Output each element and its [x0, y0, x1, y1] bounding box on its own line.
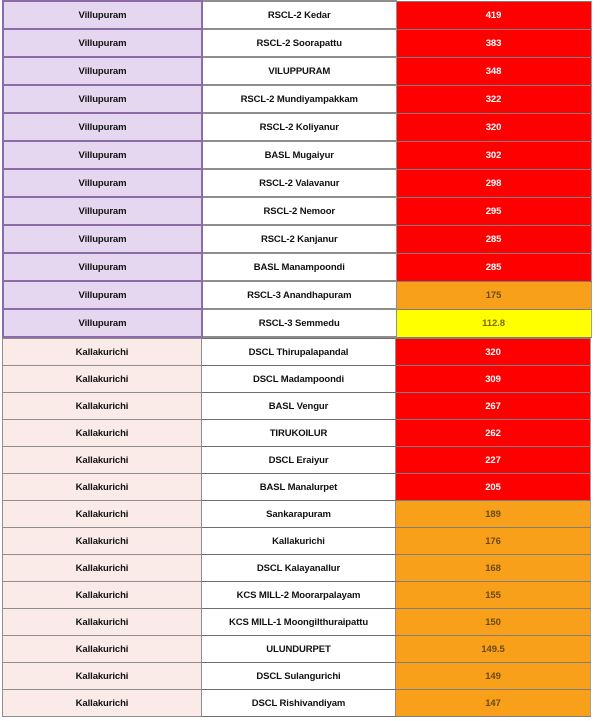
table-row[interactable]: [3, 339, 591, 366]
table-villupuram: [2, 0, 592, 338]
cell-value[interactable]: 267: [396, 393, 591, 420]
table-row[interactable]: [3, 609, 591, 636]
cell-location-name[interactable]: BASL Vengur: [202, 393, 396, 420]
table-row[interactable]: [3, 1, 591, 29]
cell-district[interactable]: Kallakurichi: [3, 501, 202, 528]
cell-value[interactable]: 168: [396, 555, 591, 582]
cell-district[interactable]: Kallakurichi: [3, 339, 202, 366]
cell-district[interactable]: Villupuram: [3, 169, 202, 197]
cell-district[interactable]: Kallakurichi: [3, 636, 202, 663]
cell-value[interactable]: 322: [396, 85, 591, 113]
cell-value[interactable]: 262: [396, 420, 591, 447]
table-row[interactable]: [3, 29, 591, 57]
cell-location-name[interactable]: DSCL Thirupalapandal: [202, 339, 396, 366]
cell-location-name[interactable]: RSCL-3 Anandhapuram: [202, 281, 396, 309]
cell-value[interactable]: 176: [396, 528, 591, 555]
table-row[interactable]: [3, 393, 591, 420]
cell-location-name[interactable]: ULUNDURPET: [202, 636, 396, 663]
cell-value[interactable]: 320: [396, 113, 591, 141]
cell-district[interactable]: Villupuram: [3, 309, 202, 337]
cell-value[interactable]: 302: [396, 141, 591, 169]
cell-location-name[interactable]: TIRUKOILUR: [202, 420, 396, 447]
table-row[interactable]: [3, 309, 591, 337]
cell-location-name[interactable]: VILUPPURAM: [202, 57, 396, 85]
cell-value[interactable]: 205: [396, 474, 591, 501]
cell-district[interactable]: Kallakurichi: [3, 609, 202, 636]
table-row[interactable]: [3, 113, 591, 141]
cell-district[interactable]: Kallakurichi: [3, 528, 202, 555]
cell-location-name[interactable]: KCS MILL-1 Moongilthuraipattu: [202, 609, 396, 636]
cell-location-name[interactable]: DSCL Madampoondi: [202, 366, 396, 393]
cell-value[interactable]: 155: [396, 582, 591, 609]
cell-value[interactable]: 348: [396, 57, 591, 85]
cell-location-name[interactable]: DSCL Sulangurichi: [202, 663, 396, 690]
cell-location-name[interactable]: RSCL-2 Valavanur: [202, 169, 396, 197]
table-row[interactable]: [3, 420, 591, 447]
table-row[interactable]: [3, 366, 591, 393]
cell-location-name[interactable]: BASL Manalurpet: [202, 474, 396, 501]
table-row[interactable]: [3, 555, 591, 582]
cell-value[interactable]: 295: [396, 197, 591, 225]
cell-location-name[interactable]: RSCL-3 Semmedu: [202, 309, 396, 337]
cell-location-name[interactable]: RSCL-2 Kanjanur: [202, 225, 396, 253]
table-row[interactable]: [3, 169, 591, 197]
cell-district[interactable]: Villupuram: [3, 197, 202, 225]
cell-district[interactable]: Kallakurichi: [3, 555, 202, 582]
cell-value[interactable]: 189: [396, 501, 591, 528]
cell-value[interactable]: 383: [396, 29, 591, 57]
cell-value[interactable]: 285: [396, 225, 591, 253]
table-kallakurichi: [2, 338, 591, 717]
cell-district[interactable]: Villupuram: [3, 113, 202, 141]
cell-district[interactable]: Villupuram: [3, 29, 202, 57]
cell-location-name[interactable]: BASL Manampoondi: [202, 253, 396, 281]
cell-location-name[interactable]: RSCL-2 Kedar: [202, 1, 396, 29]
cell-location-name[interactable]: RSCL-2 Nemoor: [202, 197, 396, 225]
table-row[interactable]: [3, 57, 591, 85]
cell-location-name[interactable]: DSCL Eraiyur: [202, 447, 396, 474]
table-row[interactable]: [3, 690, 591, 717]
cell-district[interactable]: Villupuram: [3, 281, 202, 309]
cell-district[interactable]: Kallakurichi: [3, 663, 202, 690]
cell-district[interactable]: Kallakurichi: [3, 447, 202, 474]
cell-value[interactable]: 419: [396, 1, 591, 29]
cell-district[interactable]: Kallakurichi: [3, 474, 202, 501]
cell-value[interactable]: 309: [396, 366, 591, 393]
table-row[interactable]: [3, 501, 591, 528]
cell-value[interactable]: 298: [396, 169, 591, 197]
table-row[interactable]: [3, 225, 591, 253]
table-row[interactable]: [3, 528, 591, 555]
table-row[interactable]: [3, 253, 591, 281]
cell-value[interactable]: 227: [396, 447, 591, 474]
table-kallakurichi-body: [3, 339, 591, 717]
cell-location-name[interactable]: Sankarapuram: [202, 501, 396, 528]
cell-district[interactable]: Kallakurichi: [3, 420, 202, 447]
table-row[interactable]: [3, 474, 591, 501]
cell-district[interactable]: Villupuram: [3, 85, 202, 113]
cell-district[interactable]: Villupuram: [3, 57, 202, 85]
table-row[interactable]: [3, 141, 591, 169]
cell-location-name[interactable]: Kallakurichi: [202, 528, 396, 555]
cell-district[interactable]: Kallakurichi: [3, 582, 202, 609]
cell-location-name[interactable]: RSCL-2 Koliyanur: [202, 113, 396, 141]
cell-district[interactable]: Villupuram: [3, 141, 202, 169]
cell-location-name[interactable]: DSCL Kalayanallur: [202, 555, 396, 582]
cell-value[interactable]: 150: [396, 609, 591, 636]
cell-value[interactable]: 112.8: [396, 309, 591, 337]
cell-value[interactable]: 147: [396, 690, 591, 717]
cell-value[interactable]: 149: [396, 663, 591, 690]
table-row[interactable]: [3, 197, 591, 225]
table-row[interactable]: [3, 447, 591, 474]
cell-district[interactable]: Kallakurichi: [3, 366, 202, 393]
cell-value[interactable]: 175: [396, 281, 591, 309]
table-row[interactable]: [3, 582, 591, 609]
table-row[interactable]: [3, 281, 591, 309]
table-row[interactable]: [3, 636, 591, 663]
cell-district[interactable]: Kallakurichi: [3, 690, 202, 717]
table-villupuram-body: [3, 1, 591, 337]
cell-location-name[interactable]: DSCL Rishivandiyam: [202, 690, 396, 717]
table-row[interactable]: [3, 663, 591, 690]
cell-location-name[interactable]: RSCL-2 Mundiyampakkam: [202, 85, 396, 113]
cell-location-name[interactable]: BASL Mugaiyur: [202, 141, 396, 169]
cell-value[interactable]: 285: [396, 253, 591, 281]
cell-location-name[interactable]: KCS MILL-2 Moorarpalayam: [202, 582, 396, 609]
cell-district[interactable]: Villupuram: [3, 253, 202, 281]
cell-district[interactable]: Villupuram: [3, 1, 202, 29]
cell-district[interactable]: Kallakurichi: [3, 393, 202, 420]
cell-value[interactable]: 149.5: [396, 636, 591, 663]
cell-location-name[interactable]: RSCL-2 Soorapattu: [202, 29, 396, 57]
table-row[interactable]: [3, 85, 591, 113]
cell-value[interactable]: 320: [396, 339, 591, 366]
cell-district[interactable]: Villupuram: [3, 225, 202, 253]
